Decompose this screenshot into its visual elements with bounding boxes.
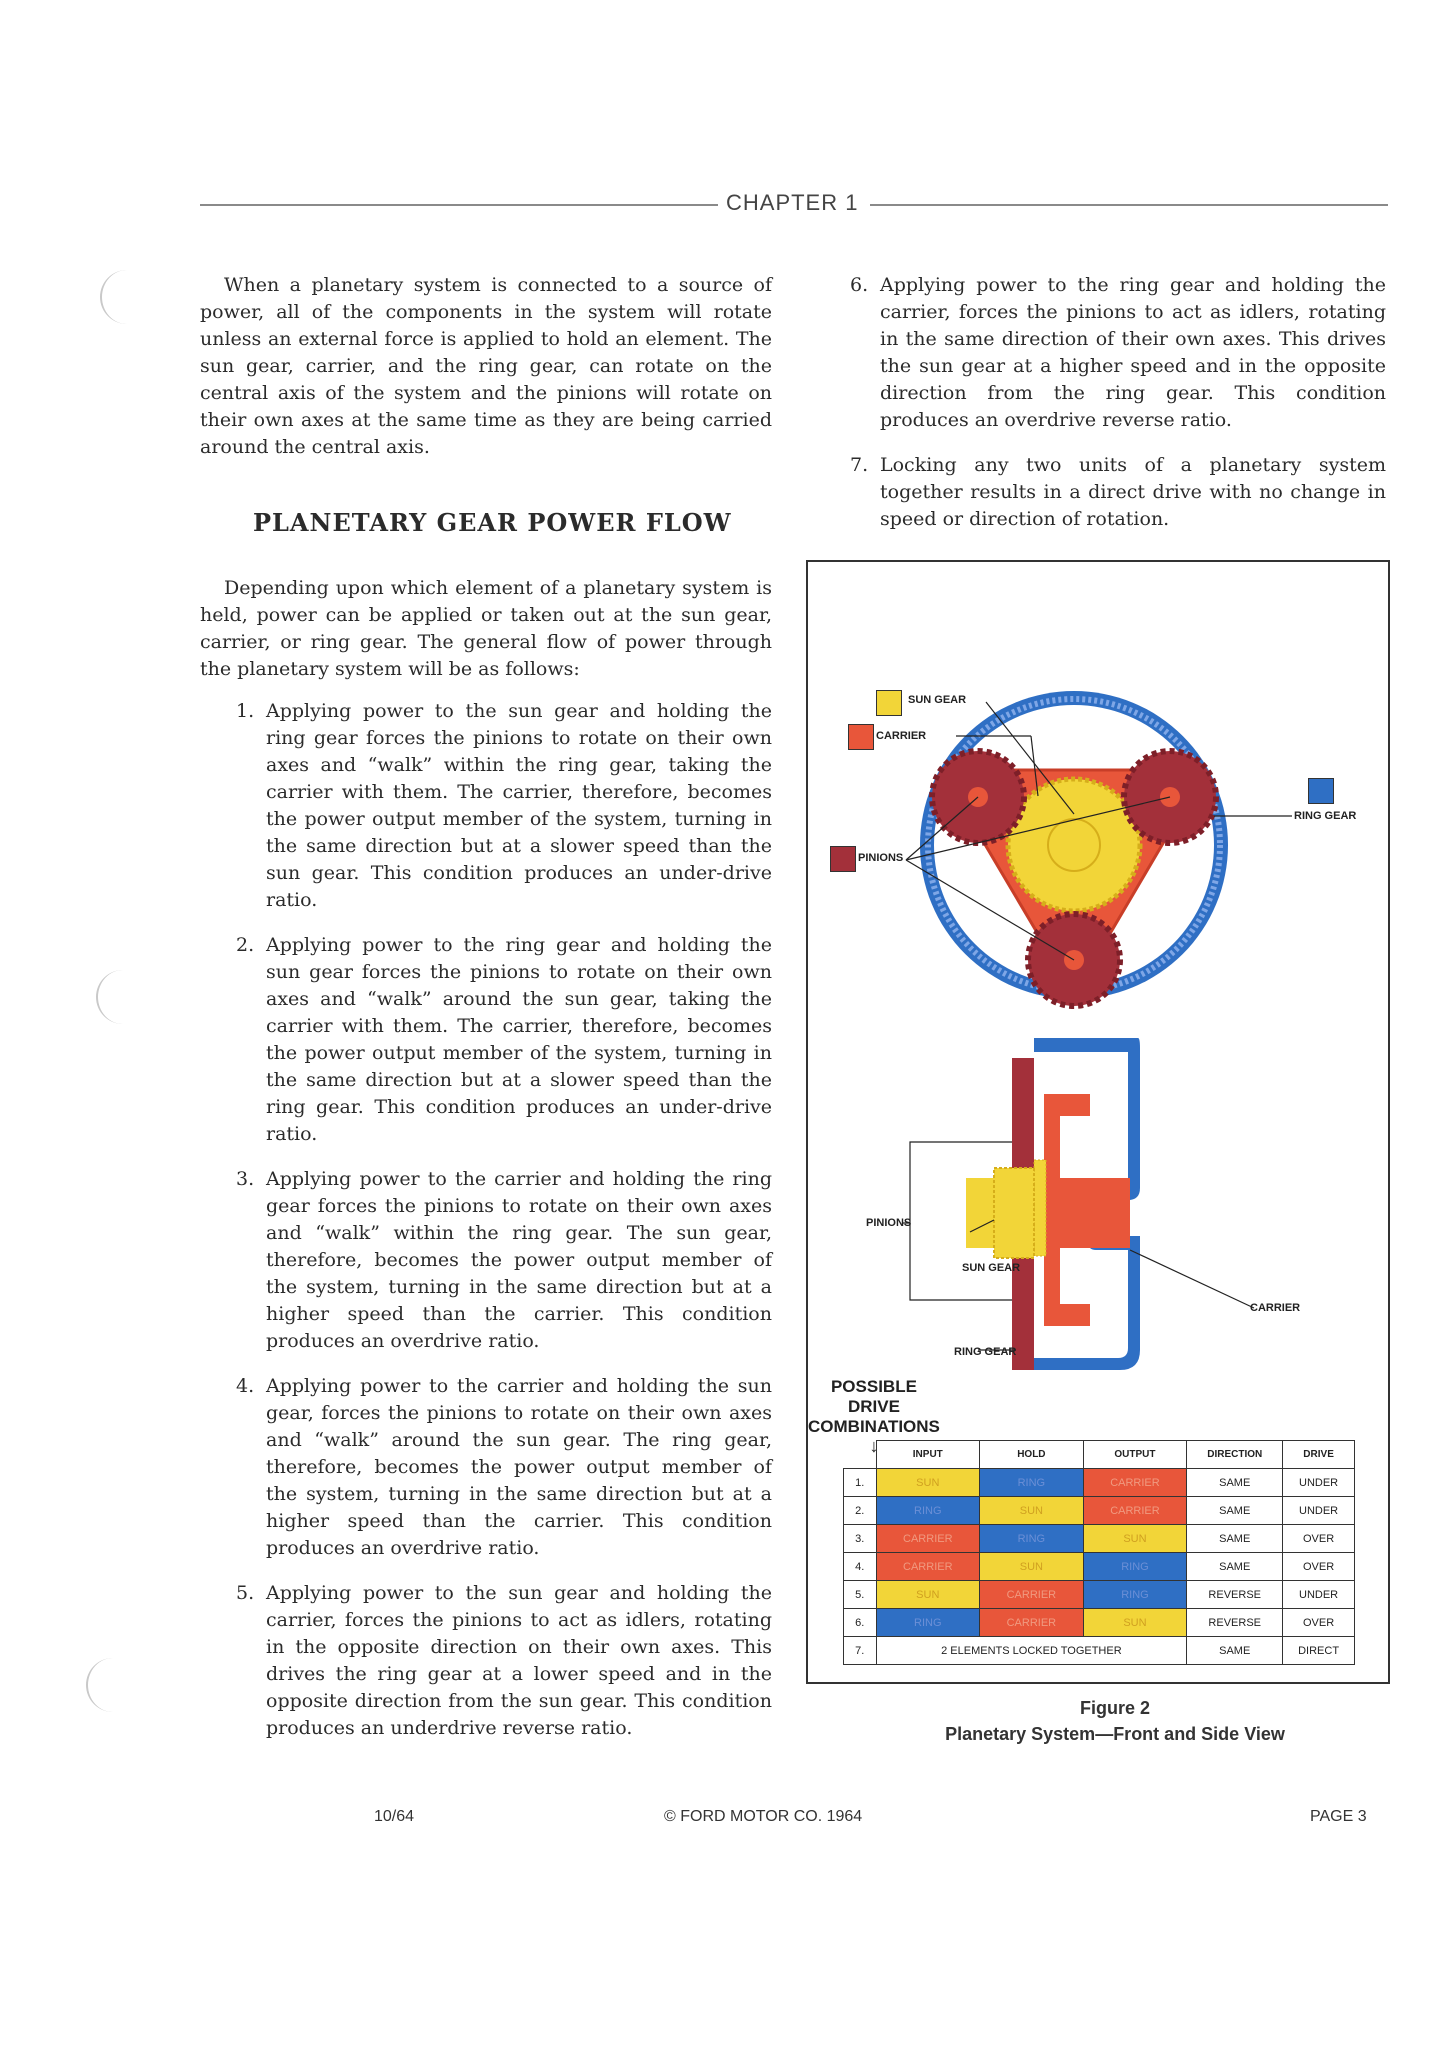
lead-paragraph: Depending upon which element of a planetary system is held, power can be applied or taken out at the sun gear, carrier, or ring gear. The general flow of power through the planetary system will be as follows:	[200, 577, 772, 680]
row-number-cell: 5.	[844, 1581, 877, 1609]
drive-cell: OVER	[1283, 1553, 1355, 1581]
carrier-side-top	[1060, 1094, 1090, 1116]
punch-hole-bottom	[86, 1658, 124, 1712]
row-number-cell: 2.	[844, 1497, 877, 1525]
input-cell: CARRIER	[876, 1525, 980, 1553]
input-cell: SUN	[876, 1581, 980, 1609]
table-header-input: INPUT	[876, 1441, 980, 1469]
input-cell: RING	[876, 1497, 980, 1525]
output-cell: RING	[1083, 1581, 1187, 1609]
figure-caption-subtitle: Planetary System—Front and Side View	[945, 1724, 1285, 1744]
hold-cell: CARRIER	[980, 1609, 1084, 1637]
direction-cell: REVERSE	[1187, 1581, 1283, 1609]
table-header-direction: DIRECTION	[1187, 1441, 1283, 1469]
direction-cell: REVERSE	[1187, 1609, 1283, 1637]
drive-cell: DIRECT	[1283, 1637, 1355, 1665]
direction-cell: SAME	[1187, 1525, 1283, 1553]
step-number: 5.	[236, 1582, 255, 1604]
table-header-row	[844, 1441, 1355, 1469]
front-view	[906, 691, 1292, 1006]
possible-line-1: POSSIBLE	[830, 1377, 917, 1396]
chapter-title: CHAPTER 1	[726, 190, 859, 215]
punch-hole-middle	[96, 970, 134, 1024]
left-steps-list	[236, 698, 772, 1760]
table-row	[844, 1469, 1355, 1497]
footer-page: PAGE 3	[1310, 1808, 1367, 1825]
label-side-ring-gear: RING GEAR	[954, 1346, 1017, 1358]
step-number: 6.	[850, 274, 869, 296]
list-item	[850, 272, 1386, 434]
table-row	[844, 1637, 1355, 1665]
table-header-hold: HOLD	[980, 1441, 1084, 1469]
row-number-cell: 7.	[844, 1637, 877, 1665]
step-text: Locking any two units of a planetary system together results in a direct drive with no change in speed or direction of rotation.	[880, 454, 1386, 530]
carrier-side-shaft	[1060, 1178, 1130, 1248]
drive-cell: UNDER	[1283, 1497, 1355, 1525]
side-view	[902, 1038, 1254, 1370]
right-steps-list	[850, 272, 1386, 551]
table-row	[844, 1497, 1355, 1525]
row-number-cell: 1.	[844, 1469, 877, 1497]
footer-date: 10/64	[374, 1808, 415, 1825]
hold-cell: RING	[980, 1525, 1084, 1553]
step-text: Applying power to the ring gear and holding the carrier, forces the pinions to act as idlers, rotating in the same direction of their own axes. This drives the sun gear at a higher speed and in the opposite direction from the ring gear. This condition produces an overdrive reverse ratio.	[880, 274, 1386, 431]
locked-cell: 2 ELEMENTS LOCKED TOGETHER	[876, 1637, 1187, 1665]
drive-cell: OVER	[1283, 1525, 1355, 1553]
table-header-output: OUTPUT	[1083, 1441, 1187, 1469]
section-heading: PLANETARY GEAR POWER FLOW	[253, 508, 732, 537]
down-arrow-icon: ↓	[869, 1436, 879, 1456]
input-cell: RING	[876, 1609, 980, 1637]
sun-gear-shape	[1008, 779, 1140, 911]
output-cell: RING	[1083, 1553, 1187, 1581]
output-cell: SUN	[1083, 1525, 1187, 1553]
header-rule-right	[870, 204, 1388, 206]
direction-cell: SAME	[1187, 1469, 1283, 1497]
table-row	[844, 1525, 1355, 1553]
hold-cell: CARRIER	[980, 1581, 1084, 1609]
pinion-side-teeth	[1034, 1160, 1046, 1256]
legend-pinion-swatch	[830, 846, 856, 872]
row-number-cell: 4.	[844, 1553, 877, 1581]
step-number: 2.	[236, 934, 255, 956]
step-text: Applying power to the sun gear and holding the carrier, forces the pinions to act as idlers, rotating in the opposite direction on their own axes. This drives the ring gear at a lower speed and in the opposite direction from the sun gear. This condition produces an underdrive reverse ratio.	[266, 1582, 772, 1739]
step-text: Applying power to the carrier and holding the ring gear forces the pinions to rotate on their own axes and “walk” within the ring gear. The sun gear, therefore, becomes the power output member of the system, turning in the same direction but at a higher speed than the carrier. This condition produces an overdrive ratio.	[266, 1168, 772, 1352]
output-cell: CARRIER	[1083, 1469, 1187, 1497]
list-item	[236, 932, 772, 1148]
drive-cell: UNDER	[1283, 1469, 1355, 1497]
step-number: 7.	[850, 454, 869, 476]
output-cell: SUN	[1083, 1609, 1187, 1637]
table-row	[844, 1609, 1355, 1637]
table-row	[844, 1553, 1355, 1581]
sun-gear-side-teeth	[994, 1168, 1034, 1258]
direction-cell: SAME	[1187, 1637, 1283, 1665]
leader-side-carrier	[1130, 1250, 1254, 1308]
carrier-side-bottom	[1060, 1304, 1090, 1326]
legend-carrier-swatch	[848, 724, 874, 750]
drive-combinations-table	[843, 1440, 1355, 1665]
direction-cell: SAME	[1187, 1553, 1283, 1581]
label-side-pinions: PINIONS	[866, 1217, 912, 1229]
label-carrier: CARRIER	[876, 730, 927, 742]
table-row	[844, 1581, 1355, 1609]
step-text: Applying power to the ring gear and holding the sun gear forces the pinions to rotate on their own axes and “walk” around the sun gear, taking the carrier with them. The carrier, therefore, becomes the power output member of the system, turning in the same direction but at a slower speed than the ring gear. This condition produces an under-drive ratio.	[266, 934, 772, 1145]
list-item	[236, 1580, 772, 1742]
step-number: 4.	[236, 1375, 255, 1397]
hold-cell: RING	[980, 1469, 1084, 1497]
hold-cell: SUN	[980, 1553, 1084, 1581]
drive-cell: OVER	[1283, 1609, 1355, 1637]
legend-ring-swatch	[1308, 778, 1334, 804]
label-pinions: PINIONS	[858, 852, 904, 864]
label-side-carrier: CARRIER	[1250, 1302, 1301, 1314]
punch-hole-top	[100, 270, 138, 324]
intro-paragraph: When a planetary system is connected to a source of power, all of the components in the system will rotate unless an external force is applied to hold an element. The sun gear, carrier, and the ring gear, can rotate on the central axis of the system and the pinions will rotate on their own axes at the same time as they are being carried around the central axis.	[200, 274, 772, 458]
input-cell: CARRIER	[876, 1553, 980, 1581]
step-text: Applying power to the carrier and holding the sun gear, forces the pinions to rotate on their own axes and “walk” around the sun gear. The ring gear, therefore, becomes the power output member of the system, turning in the same direction but at a higher speed than the carrier. This condition produces an overdrive ratio.	[266, 1375, 772, 1559]
list-item	[236, 698, 772, 914]
legend-sun-swatch	[876, 690, 902, 716]
header-rule-left	[200, 204, 718, 206]
input-cell: SUN	[876, 1469, 980, 1497]
table-header-num	[844, 1441, 877, 1469]
output-cell: CARRIER	[1083, 1497, 1187, 1525]
list-item	[236, 1373, 772, 1562]
list-item	[236, 1166, 772, 1355]
step-number: 1.	[236, 700, 255, 722]
direction-cell: SAME	[1187, 1497, 1283, 1525]
label-ring-gear: RING GEAR	[1294, 810, 1357, 822]
label-side-sun-gear: SUN GEAR	[962, 1262, 1021, 1274]
list-item	[850, 452, 1386, 533]
row-number-cell: 6.	[844, 1609, 877, 1637]
hold-cell: SUN	[980, 1497, 1084, 1525]
step-text: Applying power to the sun gear and holding the ring gear forces the pinions to rotate on their own axes and “walk” within the ring gear, taking the carrier with them. The carrier, therefore, becomes the power output member of the system, turning in the same direction but at a slower speed than the sun gear. This condition produces an under-drive ratio.	[266, 700, 772, 911]
table-header-drive: DRIVE	[1283, 1441, 1355, 1469]
table-body	[844, 1469, 1355, 1665]
figure-caption	[880, 1695, 1350, 1747]
row-number-cell: 3.	[844, 1525, 877, 1553]
possible-line-2: DRIVE	[847, 1397, 900, 1416]
possible-line-3: COMBINATIONS	[808, 1417, 940, 1436]
footer-copyright: © FORD MOTOR CO. 1964	[664, 1808, 863, 1825]
label-sun-gear: SUN GEAR	[908, 694, 967, 706]
drive-cell: UNDER	[1283, 1581, 1355, 1609]
figure-caption-title: Figure 2	[1079, 1698, 1150, 1718]
step-number: 3.	[236, 1168, 255, 1190]
